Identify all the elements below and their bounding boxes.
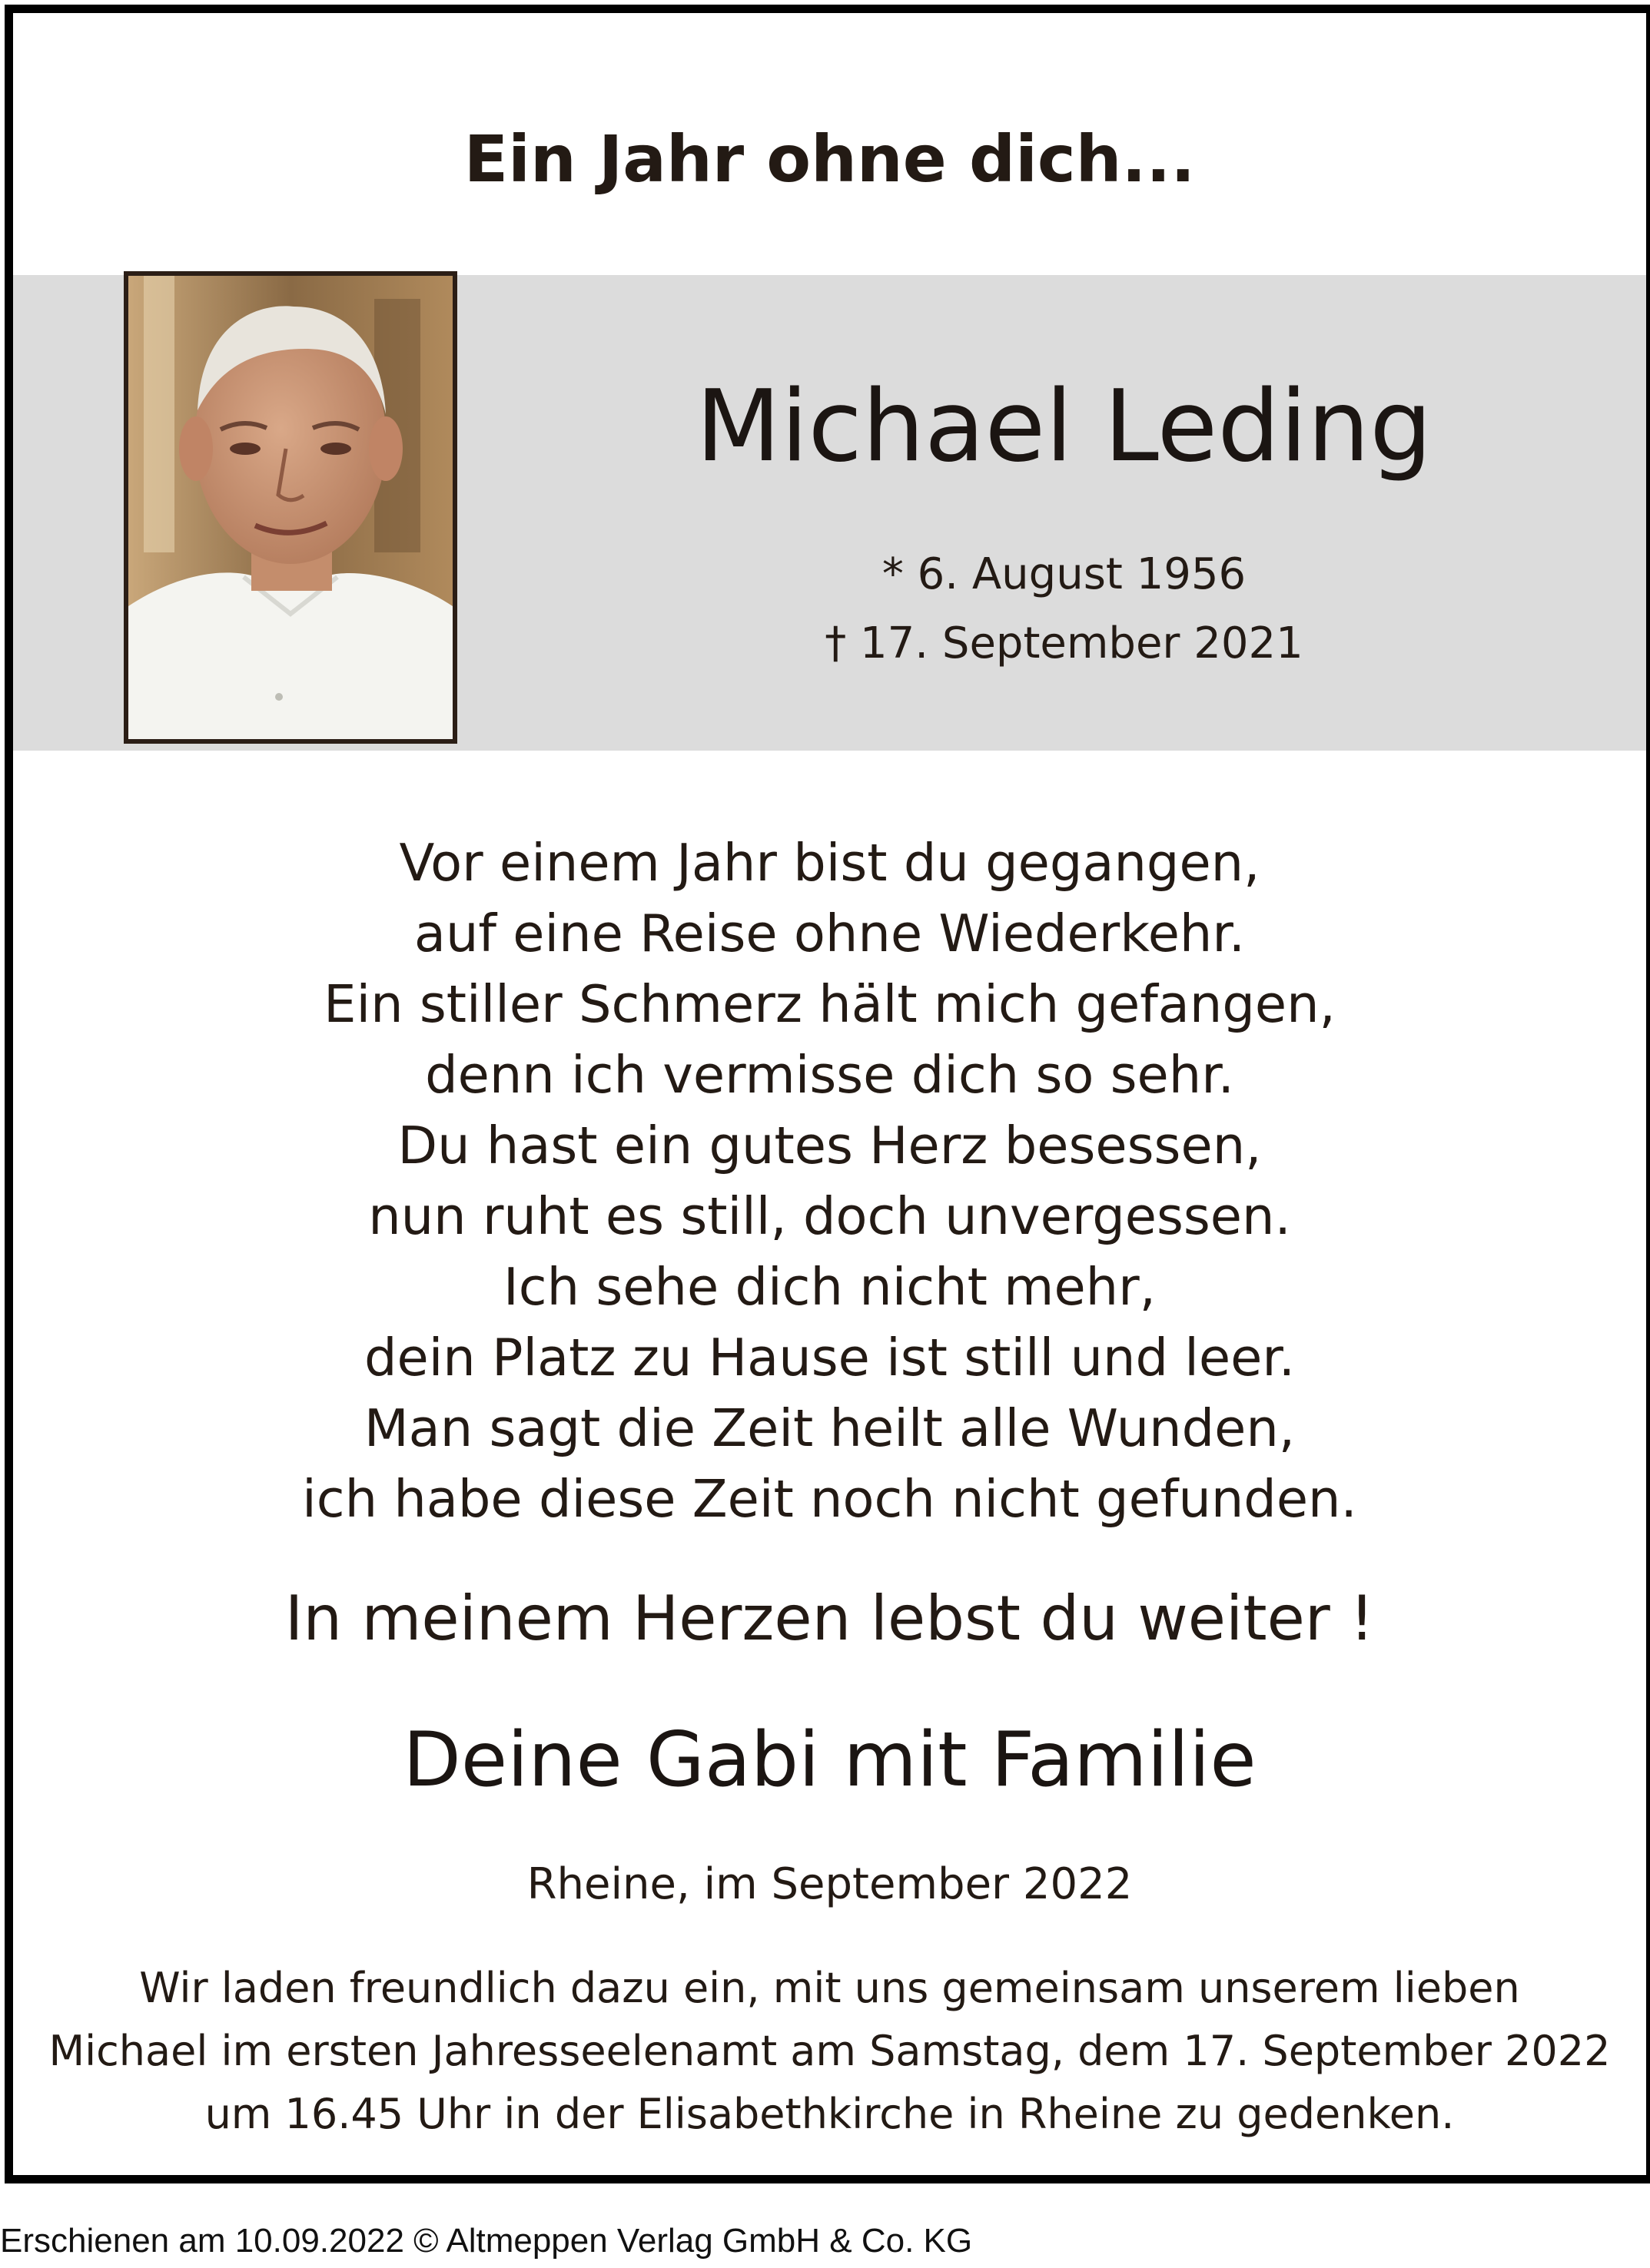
invitation-line: Michael im ersten Jahresseelenamt am Samstag, dem 17. September 2022 xyxy=(48,2027,1611,2075)
poem-line: Ein stiller Schmerz hält mich gefangen, xyxy=(324,974,1336,1034)
poem-line: Ich sehe dich nicht mehr, xyxy=(503,1257,1156,1317)
publication-footer: Erschienen am 10.09.2022 © Altmeppen Verlag GmbH & Co. KG xyxy=(0,2222,973,2260)
invitation-line: Wir laden freundlich dazu ein, mit uns gemeinsam unserem lieben xyxy=(139,1964,1520,2012)
birth-date: * 6. August 1956 xyxy=(881,549,1247,599)
poem-line: nun ruht es still, doch unvergessen. xyxy=(368,1186,1291,1246)
place-date: Rheine, im September 2022 xyxy=(526,1859,1133,1909)
poem-line: denn ich vermisse dich so sehr. xyxy=(425,1045,1234,1105)
deceased-name: Michael Leding xyxy=(696,370,1433,484)
obituary-notice xyxy=(5,5,1650,2183)
headline: Ein Jahr ohne dich... xyxy=(463,121,1196,197)
invitation-line: um 16.45 Uhr in der Elisabethkirche in Rheine zu gedenken. xyxy=(204,2090,1455,2138)
poem-line: dein Platz zu Hause ist still und leer. xyxy=(364,1328,1296,1388)
portrait-photo xyxy=(124,271,457,744)
poem-line: auf eine Reise ohne Wiederkehr. xyxy=(413,904,1246,963)
poem-line: Man sagt die Zeit heilt alle Wunden, xyxy=(364,1398,1296,1458)
memorial-poem xyxy=(13,827,1646,1534)
portrait-image xyxy=(128,276,453,739)
closing-line: In meinem Herzen lebst du weiter ! xyxy=(284,1583,1375,1654)
signature: Deine Gabi mit Familie xyxy=(403,1716,1257,1804)
death-date: † 17. September 2021 xyxy=(825,618,1303,668)
poem-line: Du hast ein gutes Herz besessen, xyxy=(397,1116,1262,1175)
poem-line: ich habe diese Zeit noch nicht gefunden. xyxy=(302,1469,1357,1529)
invitation-text xyxy=(13,1957,1646,2146)
poem-line: Vor einem Jahr bist du gegangen, xyxy=(399,833,1260,893)
